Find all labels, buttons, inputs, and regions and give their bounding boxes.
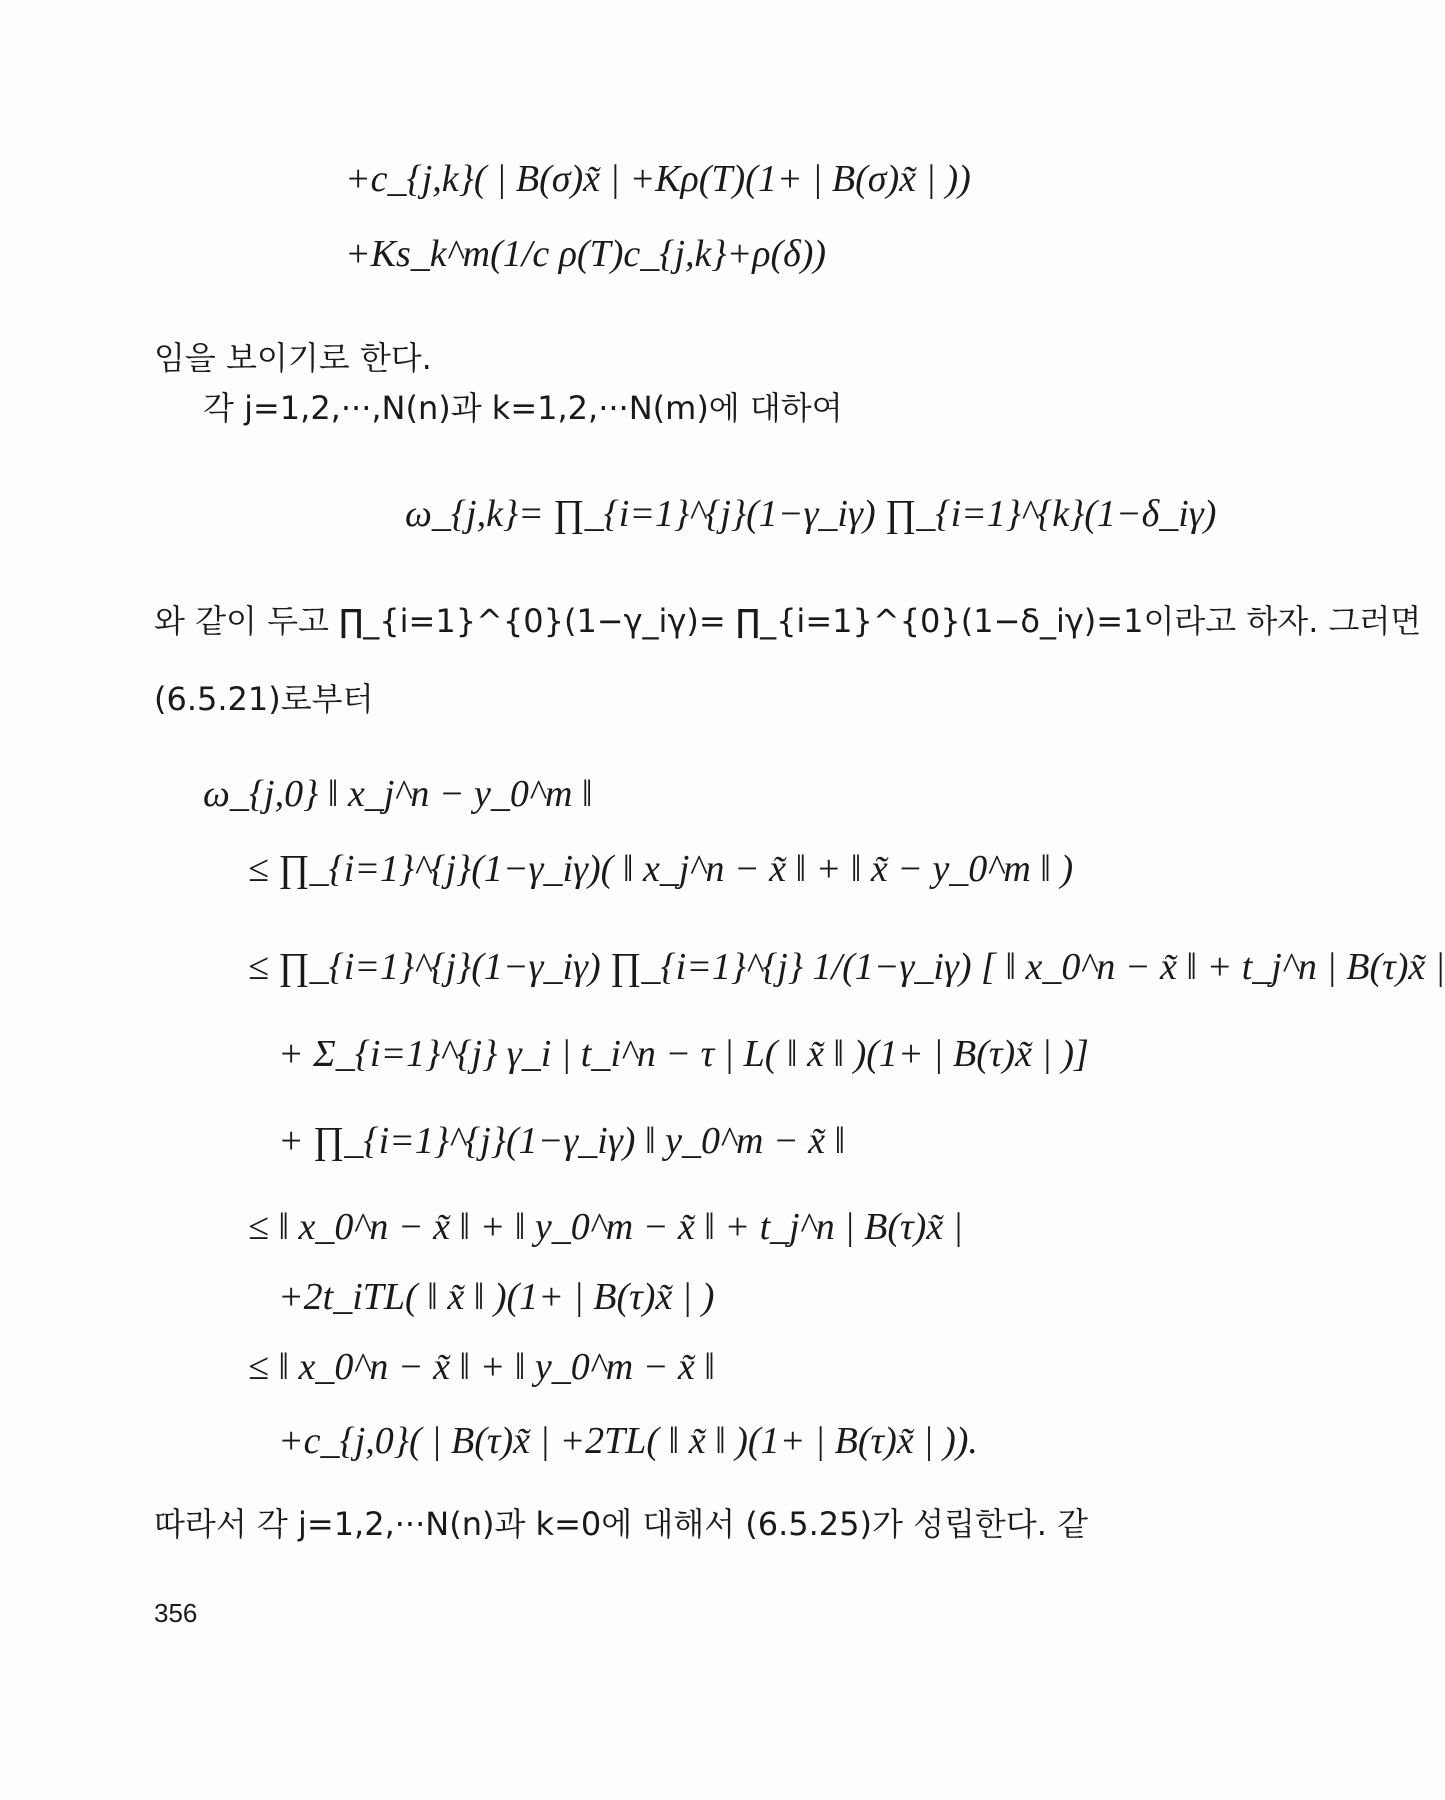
text-line-6: 와 같이 두고 ∏_{i=1}^{0}(1−γ_iγ)= ∏_{i=1}^{0}(1−δ_iγ)=1이라고 하자. 그러면 <box>154 602 1422 640</box>
equation-line-13: ≤ ‖ x_0^n − x̃ ‖ + ‖ y_0^m − x̃ ‖ + t_j^n | B(τ)x̃ | <box>248 1206 964 1248</box>
text-line-3: 임을 보이기로 한다. <box>154 339 432 377</box>
equation-line-5: ω_{j,k}= ∏_{i=1}^{j}(1−γ_iγ) ∏_{i=1}^{k}(1−δ_iγ) <box>405 493 1217 535</box>
equation-line-9: ≤ ∏_{i=1}^{j}(1−γ_iγ)( ‖ x_j^n − x̃ ‖ + ‖ x̃ − y_0^m ‖ ) <box>248 848 1074 890</box>
equation-line-2: +Ks_k^m(1/c ρ(T)c_{j,k}+ρ(δ)) <box>345 233 827 275</box>
page-number: 356 <box>154 1598 198 1628</box>
equation-line-15: ≤ ‖ x_0^n − x̃ ‖ + ‖ y_0^m − x̃ ‖ <box>248 1346 715 1388</box>
text-line-7: (6.5.21)로부터 <box>154 680 374 718</box>
equation-line-16: +c_{j,0}( | B(τ)x̃ | +2TL( ‖ x̃ ‖ )(1+ | B(τ)x̃ | )). <box>278 1420 978 1462</box>
equation-line-11: + Σ_{i=1}^{j} γ_i | t_i^n − τ | L( ‖ x̃ ‖ )(1+ | B(τ)x̃ | )] <box>278 1033 1089 1075</box>
equation-line-8: ω_{j,0} ‖ x_j^n − y_0^m ‖ <box>203 773 593 815</box>
equation-line-1: +c_{j,k}( | B(σ)x̃ | +Kρ(T)(1+ | B(σ)x̃ | )) <box>345 158 971 200</box>
text-line-17: 따라서 각 j=1,2,···N(n)과 k=0에 대해서 (6.5.25)가 성립한다. 같 <box>154 1505 1088 1543</box>
equation-line-10: ≤ ∏_{i=1}^{j}(1−γ_iγ) ∏_{i=1}^{j} 1/(1−γ_iγ) [ ‖ x_0^n − x̃ ‖ + t_j^n | B(τ)x̃ | <box>248 946 1445 988</box>
text-line-4: 각 j=1,2,···,N(n)과 k=1,2,···N(m)에 대하여 <box>203 389 843 427</box>
equation-line-12: + ∏_{i=1}^{j}(1−γ_iγ) ‖ y_0^m − x̃ ‖ <box>278 1120 846 1162</box>
equation-line-14: +2t_iTL( ‖ x̃ ‖ )(1+ | B(τ)x̃ | ) <box>278 1276 715 1318</box>
